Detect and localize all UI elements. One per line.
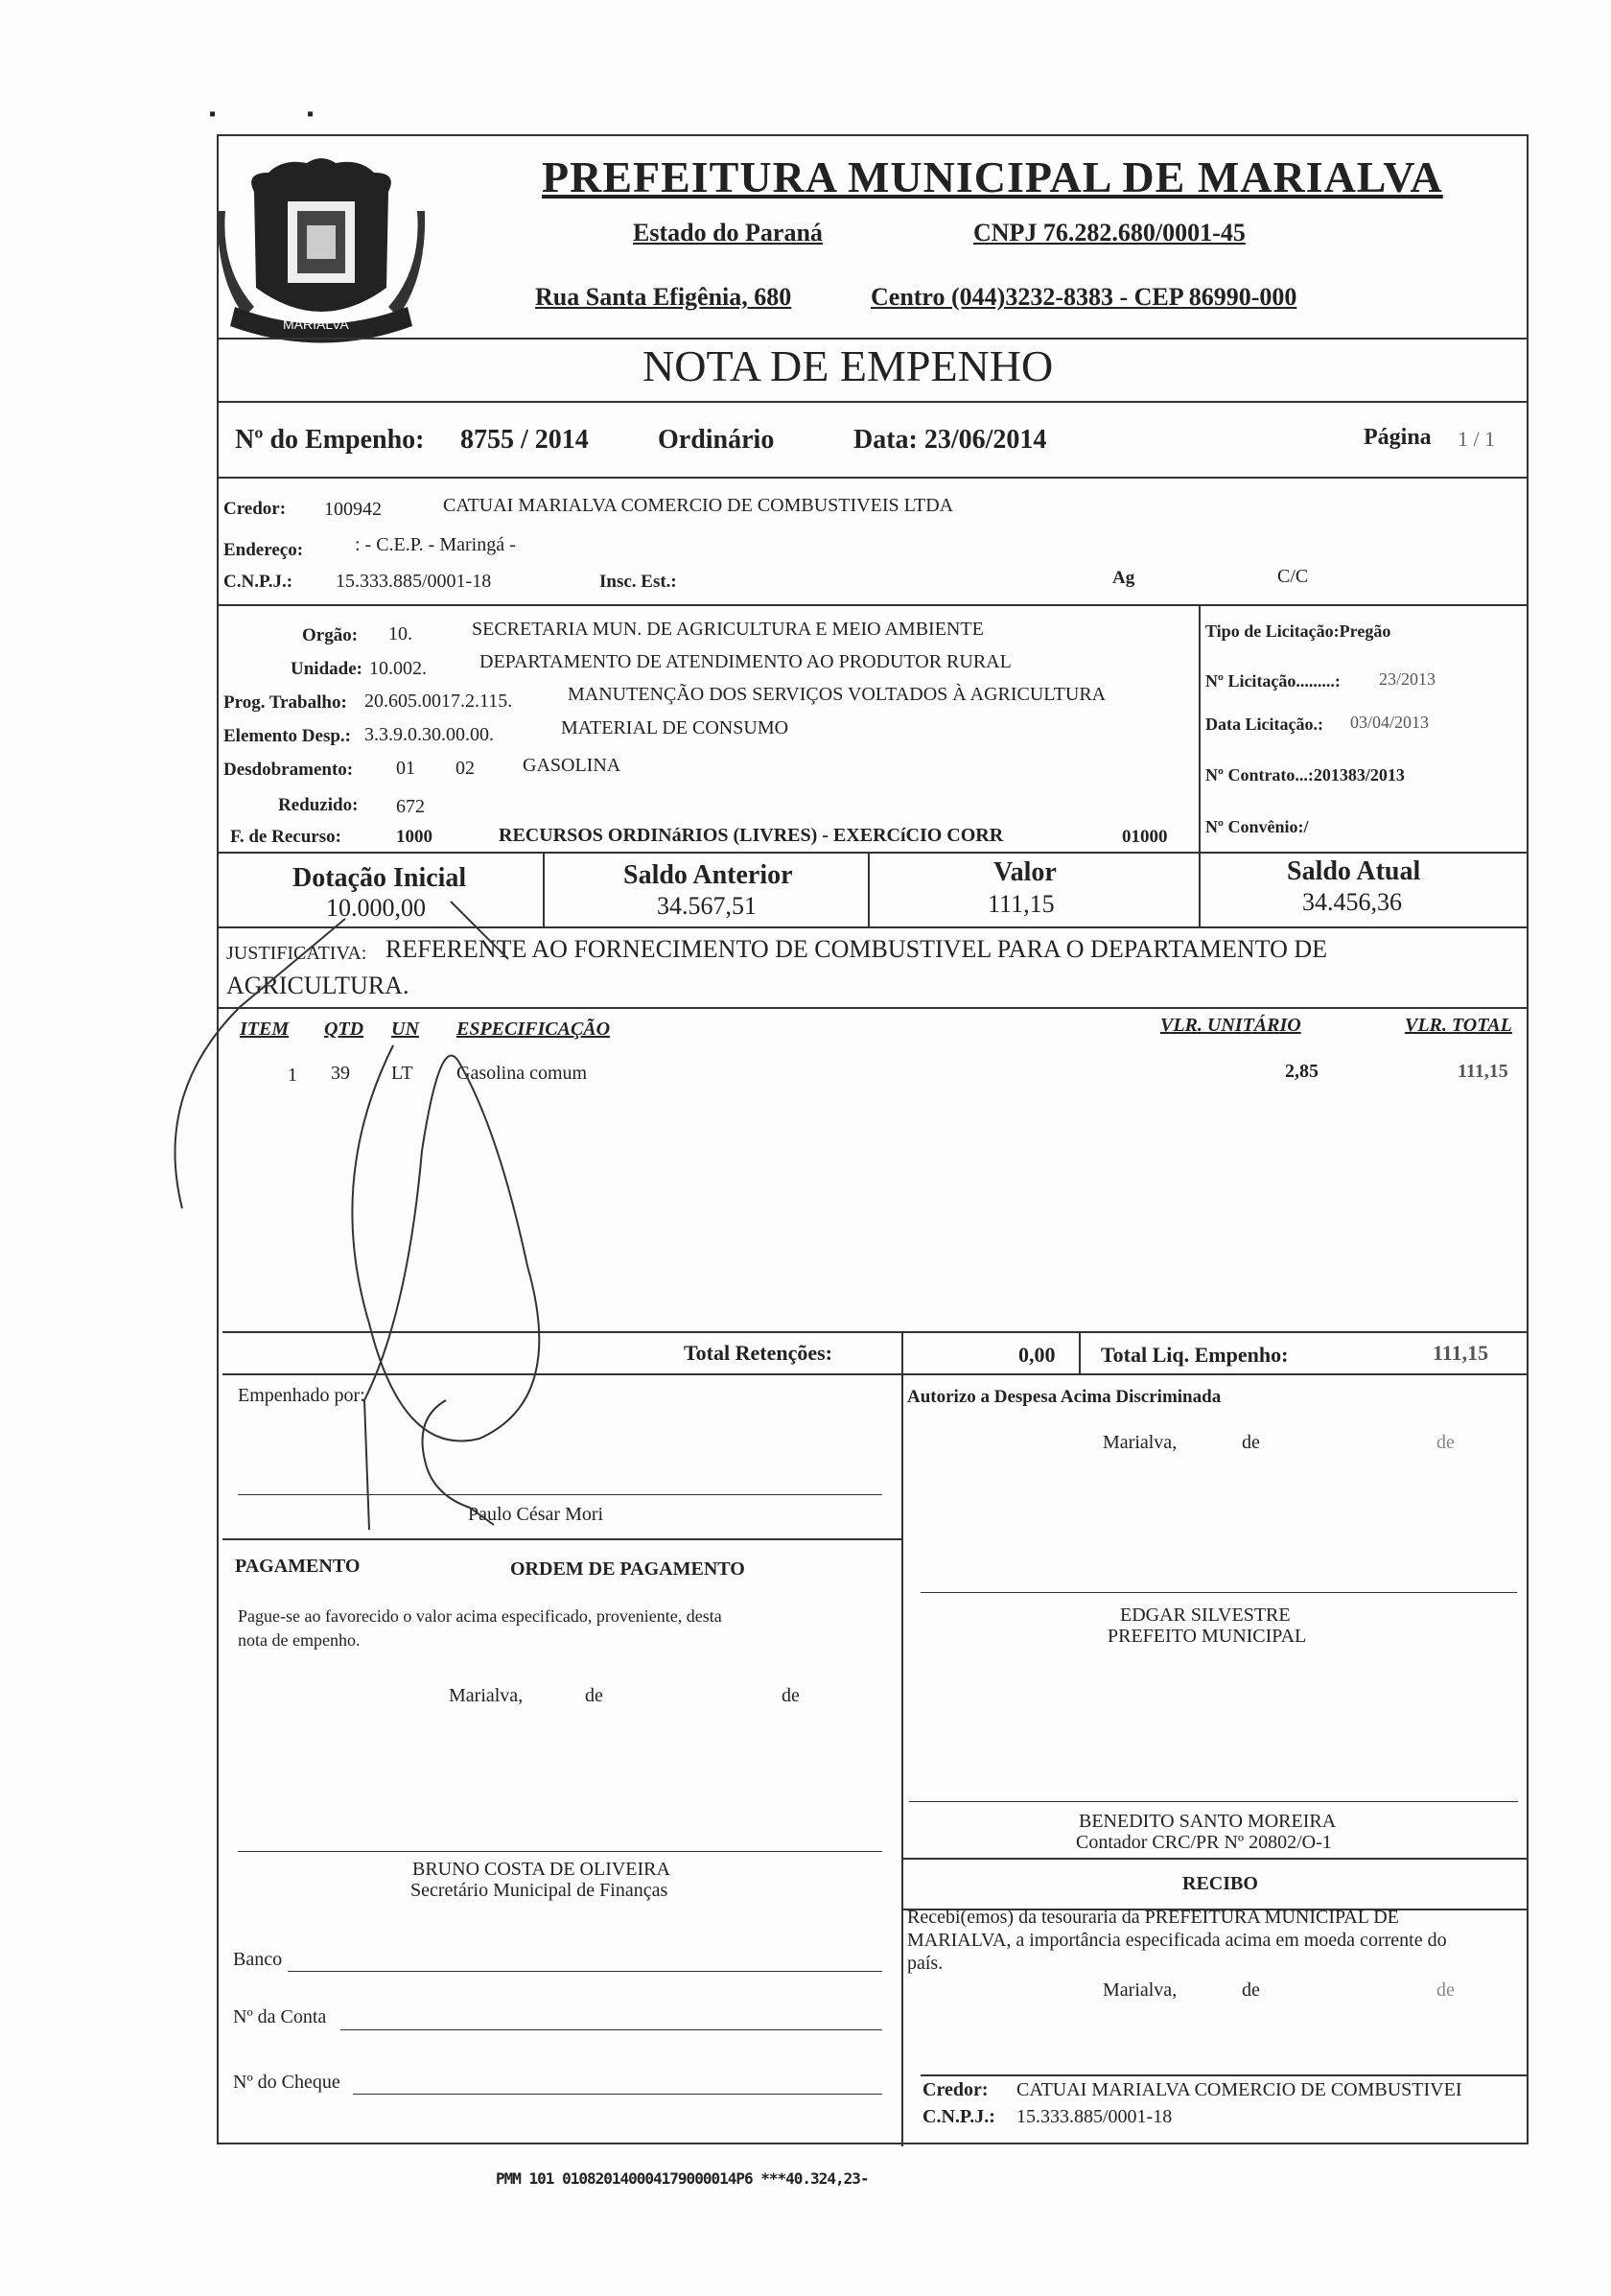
pagamento-label: PAGAMENTO <box>235 1556 361 1577</box>
recibo-de-1: de <box>1242 1980 1260 2001</box>
signature-line <box>238 1851 882 1852</box>
cnpj-label: C.N.P.J.: <box>223 572 293 592</box>
banco-line <box>288 1971 882 1972</box>
elemento-code: 3.3.9.0.30.00.00. <box>364 724 494 745</box>
pagamento-city: Marialva, <box>449 1685 524 1706</box>
desdobramento-label: Desdobramento: <box>223 760 354 780</box>
cheque-line <box>353 2094 882 2095</box>
address-contact: Centro (044)3232-8383 - CEP 86990-000 <box>871 283 1297 311</box>
divider <box>901 1331 903 1373</box>
credor-label: Credor: <box>223 499 287 519</box>
divider <box>1199 852 1201 928</box>
pague-se-text: Pague-se ao favorecido o valor acima especificado, proveniente, desta <box>238 1606 722 1626</box>
empenho-number: 8755 / 2014 <box>460 425 589 455</box>
justificativa-label: JUSTIFICATIVA: <box>226 943 367 964</box>
credor-cnpj: 15.333.885/0001-18 <box>336 571 492 592</box>
orgao-label: Orgão: <box>302 625 359 645</box>
total-retencoes-value: 0,00 <box>1018 1343 1056 1367</box>
page-label: Página <box>1364 425 1432 450</box>
col-un: UN <box>391 1019 419 1040</box>
autorizo-label: Autorizo a Despesa Acima Discriminada <box>907 1387 1222 1407</box>
scan-mark: ▪ <box>307 104 315 125</box>
saldo-atual-value: 34.456,36 <box>1302 888 1402 916</box>
barcode-text: PMM 101 010820140004179000014P6 ***40.324,23- <box>496 2169 869 2188</box>
item-unit-value: 2,85 <box>1285 1061 1319 1082</box>
empenhado-por-label: Empenhado por: <box>238 1385 365 1406</box>
cnpj-header: CNPJ 76.282.680/0001-45 <box>973 219 1246 246</box>
recibo-city: Marialva, <box>1103 1980 1178 2001</box>
fonte-recurso-num: 01000 <box>1122 827 1168 847</box>
recibo-text-3: país. <box>907 1953 944 1974</box>
recibo-cnpj-label: C.N.P.J.: <box>922 2106 995 2127</box>
endereco-label: Endereço: <box>223 540 304 560</box>
address: Rua Santa Efigênia, 680 <box>535 283 792 311</box>
state-label: Estado do Paraná <box>633 219 823 246</box>
recibo-credor-label: Credor: <box>922 2079 989 2100</box>
saldo-anterior-value: 34.567,51 <box>657 892 757 920</box>
unidade-code: 10.002. <box>369 658 427 679</box>
contador-title: Contador CRC/PR Nº 20802/O-1 <box>1076 1832 1332 1853</box>
col-unit-value: VLR. UNITÁRIO <box>1160 1015 1301 1036</box>
fonte-recurso-desc: RECURSOS ORDINáRIOS (LIVRES) - EXERCíCIO CORR <box>499 825 1004 846</box>
prog-trabalho-code: 20.605.0017.2.115. <box>364 691 513 712</box>
prefeito-title: PREFEITO MUNICIPAL <box>1108 1626 1307 1647</box>
elemento-desc: MATERIAL DE CONSUMO <box>561 717 789 738</box>
recibo-cnpj-value: 15.333.885/0001-18 <box>1016 2106 1173 2127</box>
page-title: PREFEITURA MUNICIPAL DE MARIALVA <box>542 152 1443 201</box>
handwritten-signature <box>163 863 662 1535</box>
cc-label: C/C <box>1277 566 1309 587</box>
item-especificacao: Gasolina comum <box>456 1063 588 1084</box>
item-total-value: 111,15 <box>1458 1061 1508 1082</box>
orgao-code: 10. <box>388 623 412 644</box>
endereco-value: : - C.E.P. - Maringá - <box>355 534 516 555</box>
scan-mark: ▪ <box>209 104 217 125</box>
insc-est-label: Insc. Est.: <box>599 572 677 592</box>
col-especificacao: ESPECIFICAÇÃO <box>456 1019 611 1040</box>
empenho-date: Data: 23/06/2014 <box>853 425 1047 455</box>
divider <box>1079 1331 1081 1373</box>
col-total-value: VLR. TOTAL <box>1405 1015 1512 1036</box>
secretario-title: Secretário Municipal de Finanças <box>410 1880 668 1901</box>
divider <box>217 401 1529 403</box>
credor-name: CATUAI MARIALVA COMERCIO DE COMBUSTIVEIS LTDA <box>443 495 954 516</box>
empenho-type: Ordinário <box>658 425 775 455</box>
divider <box>217 338 1529 340</box>
justificativa-text-2: AGRICULTURA. <box>226 972 409 999</box>
item-number: 1 <box>288 1065 297 1086</box>
divider <box>921 2074 1529 2076</box>
autorizo-de-2: de <box>1436 1432 1455 1453</box>
saldo-anterior-label: Saldo Anterior <box>623 860 793 890</box>
recibo-credor-value: CATUAI MARIALVA COMERCIO DE COMBUSTIVEI <box>1016 2079 1462 2100</box>
desdobramento-desc: GASOLINA <box>523 755 621 776</box>
prog-trabalho-label: Prog. Trabalho: <box>223 692 347 713</box>
municipal-crest-icon <box>216 153 427 350</box>
desdobramento-b: 02 <box>455 758 475 779</box>
col-item: ITEM <box>240 1019 290 1040</box>
saldo-atual-label: Saldo Atual <box>1287 856 1421 886</box>
empenhado-por-name: Paulo César Mori <box>468 1504 604 1525</box>
unidade-desc: DEPARTAMENTO DE ATENDIMENTO AO PRODUTOR RURAL <box>479 651 1012 672</box>
prefeito-name: EDGAR SILVESTRE <box>1120 1605 1291 1626</box>
fonte-recurso-label: F. de Recurso: <box>230 827 341 847</box>
divider <box>217 477 1529 479</box>
total-liquido-value: 111,15 <box>1433 1341 1489 1365</box>
signature-line <box>909 1801 1518 1802</box>
signature-line <box>921 1592 1517 1593</box>
divider <box>901 1373 903 2146</box>
divider <box>217 604 1529 606</box>
fonte-recurso-code: 1000 <box>396 827 432 847</box>
valor-label: Valor <box>993 857 1057 887</box>
total-liquido-label: Total Liq. Empenho: <box>1101 1343 1289 1367</box>
recibo-text-1: Recebi(emos) da tesouraria da PREFEITURA MUNICIPAL DE <box>907 1907 1399 1928</box>
recibo-text-2: MARIALVA, a importância especificada acima em moeda corrente do <box>907 1930 1447 1951</box>
valor-value: 111,15 <box>988 890 1055 918</box>
divider <box>222 1538 901 1540</box>
pague-se-text-2: nota de empenho. <box>238 1630 361 1650</box>
licitacao-number-label: Nº Licitação.........: <box>1205 671 1341 691</box>
empenho-number-label: Nº do Empenho: <box>235 425 425 455</box>
recibo-de-2: de <box>1436 1980 1455 2001</box>
pagamento-de-2: de <box>782 1685 800 1706</box>
dotacao-inicial-value: 10.000,00 <box>326 894 426 922</box>
reduzido-label: Reduzido: <box>278 795 359 815</box>
item-qtd: 39 <box>331 1063 350 1084</box>
total-retencoes-label: Total Retenções: <box>684 1341 832 1365</box>
convenio: Nº Convênio:/ <box>1205 817 1309 836</box>
desdobramento-a: 01 <box>396 758 415 779</box>
document-title: NOTA DE EMPENHO <box>642 341 1054 390</box>
autorizo-city: Marialva, <box>1103 1432 1178 1453</box>
recibo-label: RECIBO <box>1182 1873 1258 1894</box>
secretario-name: BRUNO COSTA DE OLIVEIRA <box>412 1859 670 1880</box>
autorizo-de-1: de <box>1242 1432 1260 1453</box>
item-un: LT <box>391 1063 413 1084</box>
cheque-label: Nº do Cheque <box>233 2072 340 2093</box>
divider <box>868 852 870 928</box>
reduzido-value: 672 <box>396 796 425 817</box>
divider <box>901 1858 1529 1860</box>
divider <box>217 852 1529 854</box>
elemento-label: Elemento Desp.: <box>223 726 351 746</box>
conta-line <box>340 2029 882 2030</box>
licitacao-date-label: Data Licitação.: <box>1205 715 1323 734</box>
col-qtd: QTD <box>324 1019 364 1040</box>
contador-name: BENEDITO SANTO MOREIRA <box>1079 1811 1337 1832</box>
tipo-licitacao: Tipo de Licitação:Pregão <box>1205 621 1391 641</box>
svg-text:MARIALVA: MARIALVA <box>283 316 349 332</box>
justificativa-text: REFERENTE AO FORNECIMENTO DE COMBUSTIVEL PARA O DEPARTAMENTO DE <box>385 935 1328 963</box>
ag-label: Ag <box>1112 568 1135 588</box>
dotacao-inicial-label: Dotação Inicial <box>292 863 467 893</box>
divider <box>1199 604 1201 852</box>
orgao-desc: SECRETARIA MUN. DE AGRICULTURA E MEIO AMBIENTE <box>472 619 984 640</box>
unidade-label: Unidade: <box>291 659 362 679</box>
page-number: 1 / 1 <box>1458 427 1496 451</box>
licitacao-date: 03/04/2013 <box>1350 713 1430 732</box>
contrato: Nº Contrato...:201383/2013 <box>1205 765 1405 785</box>
credor-code: 100942 <box>324 499 382 520</box>
prog-trabalho-desc: MANUTENÇÃO DOS SERVIÇOS VOLTADOS À AGRICULTURA <box>568 684 1107 705</box>
conta-label: Nº da Conta <box>233 2006 327 2027</box>
banco-label: Banco <box>233 1949 283 1970</box>
licitacao-number: 23/2013 <box>1379 669 1436 689</box>
pagamento-de-1: de <box>585 1685 603 1706</box>
ordem-pagamento-label: ORDEM DE PAGAMENTO <box>510 1558 745 1580</box>
